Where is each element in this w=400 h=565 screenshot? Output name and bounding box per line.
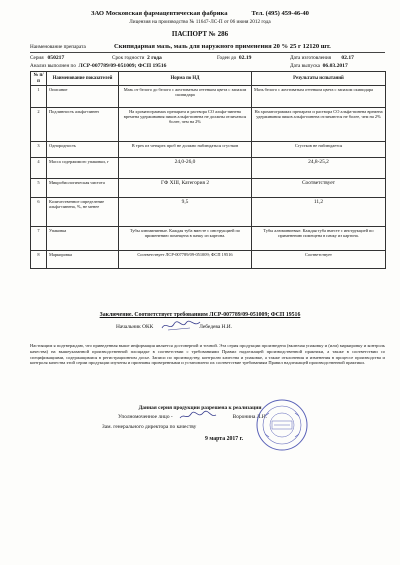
row-norm: 24,0-26,0 — [119, 158, 252, 179]
col-norm-header: Норма по НД — [119, 72, 252, 86]
authorized-signature — [178, 410, 218, 422]
row-number: 6 — [31, 198, 47, 227]
row-norm: 9,5 — [119, 198, 252, 227]
issue-date-field: Дата выпуска 06.03.2017 — [290, 63, 348, 69]
release-statement: Данная серия продукции разрешена к реализации — [138, 405, 262, 411]
authorized-label: Уполномоченное лицо - — [118, 414, 173, 420]
row-result: Сгустков не наблюдается — [252, 142, 386, 158]
row-number: 7 — [31, 227, 47, 251]
row-result: Мазь белого с желтоватым оттенком цвета с запахом скипидара — [252, 86, 386, 108]
license-line: Лицензия на производство № 11647-ЛС-П от 06 июня 2012 года — [129, 19, 271, 25]
col-number-header: № п/п — [31, 72, 47, 86]
row-norm: Соответствует ЛСР-007789/09-051009; ФСП 19516 — [119, 251, 252, 269]
company-phone: Тел. (495) 459-46-40 — [251, 10, 309, 17]
analysis-field: Анализ выполнен по ЛСР-007789/09-051009; ФСП 19516 — [30, 63, 167, 69]
row-indicator: Количественное определение альфа-пинена, %, не менее — [47, 198, 119, 227]
okk-label: Начальник ОКК — [116, 324, 154, 330]
table-row — [31, 108, 386, 142]
company-seal — [255, 398, 309, 452]
authorized-name: Воронина Л.Н. — [232, 414, 267, 420]
row-indicator: Маркировка — [47, 251, 119, 269]
row-result: Тубы алюминиевые. Каждая туба вместе с инструкцией по применению помещена в пачку из картона. — [252, 227, 386, 251]
row-indicator: Масса содержимого упаковки, г — [47, 158, 119, 179]
col-name-header: Наименование показателей — [47, 72, 119, 86]
row-indicator: Микробиологическая чистота — [47, 179, 119, 198]
made-date-field: Дата изготовления 02.17 — [290, 55, 354, 61]
signing-date: 9 марта 2017 г. — [205, 436, 244, 442]
row-norm: В трех из четырех проб не должно наблюдаться сгустков — [119, 142, 252, 158]
row-norm: Тубы алюминиевые. Каждая туба вместе с инструкцией по применению помещена в пачку из картона. — [119, 227, 252, 251]
qualified-person-statement: Настоящим я подтверждаю, что приведенная выше информация является достоверной и точной. Эта серия продукции произведена (включая упаковку и (или) маркировку и контроль качества) на вышеуказанной производственной площадке в соответствии с требованиями Правил надлежащей производственной практики, а также в соответствии со спецификациями, содержащимися в регистрационном досье. Записи по производству, контролю качества и упаковке, а также отклонения и изменения в процессе производства и контроля качества этой серии продукции изучены и признаны проверенными и установлено их соответствие требованиям Правил надлежащей производственной практики. — [30, 343, 385, 366]
row-norm: ГФ XIII, Категория 2 — [119, 179, 252, 198]
row-result: На хроматограммах препарата и раствора СО альфа-пинена времена удерживания пиков альфа-пинена отличаются не более, чем на 2% — [252, 108, 386, 142]
table-row — [31, 142, 386, 158]
row-number: 8 — [31, 251, 47, 269]
test-results-table — [30, 71, 386, 269]
row-result: 11,2 — [252, 198, 386, 227]
table-row — [31, 227, 386, 251]
product-label: Наименование препарата — [30, 44, 86, 50]
col-result-header: Результаты испытаний — [252, 72, 386, 86]
product-name: Скипидарная мазь, мазь для наружного применения 20 % 25 г 12120 шт. — [114, 43, 331, 50]
row-indicator: Упаковка — [47, 227, 119, 251]
row-result: Соответствует — [252, 251, 386, 269]
shelf-life-field: Срок годности 2 года — [112, 55, 162, 61]
row-number: 3 — [31, 142, 47, 158]
table-row — [31, 198, 386, 227]
row-result: Соответствует — [252, 179, 386, 198]
valid-until-field: Годен до 02.19 — [217, 55, 252, 61]
row-number: 1 — [31, 86, 47, 108]
company-line — [0, 10, 400, 17]
row-indicator: Однородность — [47, 142, 119, 158]
table-row — [31, 179, 386, 198]
passport-title: ПАСПОРТ № 286 — [171, 30, 229, 38]
product-underline — [30, 52, 385, 53]
table-row — [31, 86, 386, 108]
table-header-row — [31, 72, 386, 86]
okk-signature — [160, 319, 202, 332]
row-norm: Мазь от белого до белого с желтоватым оттенком цвета с запахом скипидара — [119, 86, 252, 108]
table-row — [31, 251, 386, 269]
row-norm: На хроматограммах препарата и раствора СО альфа-пинена времена удерживания пиков альфа-пинена не должны отличаться более, чем на 2% — [119, 108, 252, 142]
table-row — [31, 158, 386, 179]
series-field: Серия 050217 — [30, 55, 65, 61]
row-number: 4 — [31, 158, 47, 179]
deputy-director-title: Зам. генерального директора по качеству — [102, 424, 197, 430]
company-name: ЗАО Московская фармацевтическая фабрика — [91, 10, 228, 17]
okk-name: Лебедева Н.И. — [199, 324, 233, 330]
row-number: 2 — [31, 108, 47, 142]
conclusion: Заключение. Соответствует требованиям ЛСР-007789/09-051009; ФСП 19516 — [99, 312, 301, 318]
row-result: 24,8-25,2 — [252, 158, 386, 179]
row-indicator: Подлинность альфа-пинен — [47, 108, 119, 142]
row-number: 5 — [31, 179, 47, 198]
row-indicator: Описание — [47, 86, 119, 108]
